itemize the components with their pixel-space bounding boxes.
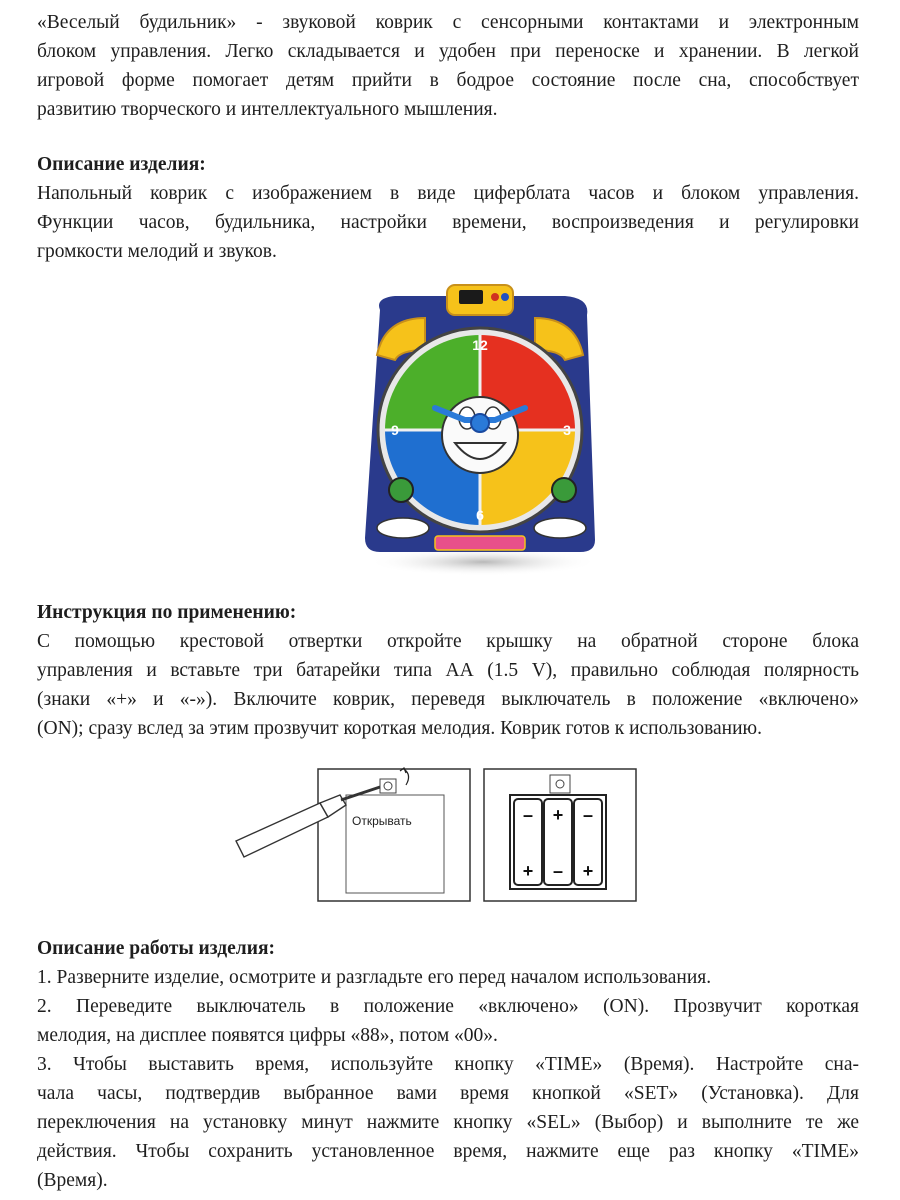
operation-heading: Описание работы изделия:	[37, 938, 275, 959]
operation-line: действия. Чтобы сохранить установленное время, нажмите еще раз кнопку «TIME»	[37, 1141, 859, 1162]
polarity-sign: +	[522, 861, 534, 881]
control-unit-display	[459, 290, 483, 304]
device-back-outline	[318, 769, 470, 901]
description-paragraph	[37, 179, 859, 266]
polarity-sign: +	[552, 805, 564, 825]
description-line: Напольный коврик с изображением в виде циферблата часов и блоком управления.	[37, 183, 859, 204]
smiley-hand-left	[389, 478, 413, 502]
screw-housing	[380, 779, 396, 793]
mat-name-banner	[435, 536, 525, 550]
dial-number: 3	[563, 422, 571, 438]
polarity-sign: –	[582, 805, 594, 825]
operation-line: переключения на установку минут нажмите кнопку «SEL» (Выбор) и выполните те же	[37, 1112, 859, 1133]
screwdriver-shaft	[341, 787, 380, 800]
polarity-sign: –	[522, 805, 534, 825]
polarity-sign: –	[552, 861, 564, 881]
description-line: громкости мелодий и звуков.	[37, 241, 277, 262]
intro-line: блоком управления. Легко складывается и удобен при переноске и хранении. В легкой	[37, 41, 859, 62]
open-cover-diagram	[228, 765, 473, 905]
instructions-line: управления и вставьте три батарейки типа АА (1.5 V), правильно соблюдая полярность	[37, 660, 859, 681]
smiley-foot-left	[377, 518, 429, 538]
control-button	[501, 293, 509, 301]
operation-line: (Время).	[37, 1170, 108, 1191]
intro-line: игровой форме помогает детям прийти в бодрое состояние после сна, способствует	[37, 70, 859, 91]
operation-line: 1. Разверните изделие, осмотрите и разгладьте его перед началом использования.	[37, 967, 712, 988]
clock-center	[471, 414, 489, 432]
instructions-line: (знаки «+» и «-»). Включите коврик, переведя выключатель в положение «включено»	[37, 689, 859, 710]
instructions-line: (ON); сразу вслед за этим прозвучит короткая мелодия. Коврик готов к использованию.	[37, 718, 762, 739]
description-line: Функции часов, будильника, настройки времени, воспроизведения и регулировки	[37, 212, 859, 233]
battery-diagram	[482, 765, 642, 905]
instructions-paragraph	[37, 627, 859, 743]
rotate-arrow-icon	[404, 769, 409, 785]
control-button	[491, 293, 499, 301]
dial-number: 12	[472, 337, 488, 353]
screw-icon	[384, 782, 392, 790]
operation-line: чала часы, подтвердив выбранное вами время кнопкой «SET» (Установка). Для	[37, 1083, 859, 1104]
open-label: Открывать	[352, 814, 412, 828]
screw-icon	[556, 780, 564, 788]
intro-paragraph	[37, 8, 859, 124]
operation-line: 3. Чтобы выставить время, используйте кнопку «TIME» (Время). Настройте сна-	[37, 1054, 859, 1075]
description-heading: Описание изделия:	[37, 154, 206, 175]
operation-line: 2. Переведите выключатель в положение «включено» (ON). Прозвучит короткая	[37, 996, 859, 1017]
intro-line: развитию творческого и интеллектуального мышления.	[37, 99, 498, 120]
operation-paragraph	[37, 963, 859, 1195]
dial-number: 9	[391, 422, 399, 438]
alarm-mat-image	[355, 280, 605, 580]
mat-shadow	[368, 548, 598, 576]
battery-cover-outline	[346, 795, 444, 893]
instructions-heading: Инструкция по применению:	[37, 602, 297, 623]
instructions-line: С помощью крестовой отвертки откройте крышку на обратной стороне блока	[37, 631, 859, 652]
smiley-face	[442, 397, 518, 473]
dial-number: 6	[476, 507, 484, 523]
intro-line: «Веселый будильник» - звуковой коврик с сенсорными контактами и электронным	[37, 12, 859, 33]
smiley-hand-right	[552, 478, 576, 502]
screwdriver-handle	[236, 803, 328, 857]
smiley-foot-right	[534, 518, 586, 538]
polarity-sign: +	[582, 861, 594, 881]
screw-housing	[550, 775, 570, 793]
operation-line: мелодия, на дисплее появятся цифры «88», потом «00».	[37, 1025, 498, 1046]
